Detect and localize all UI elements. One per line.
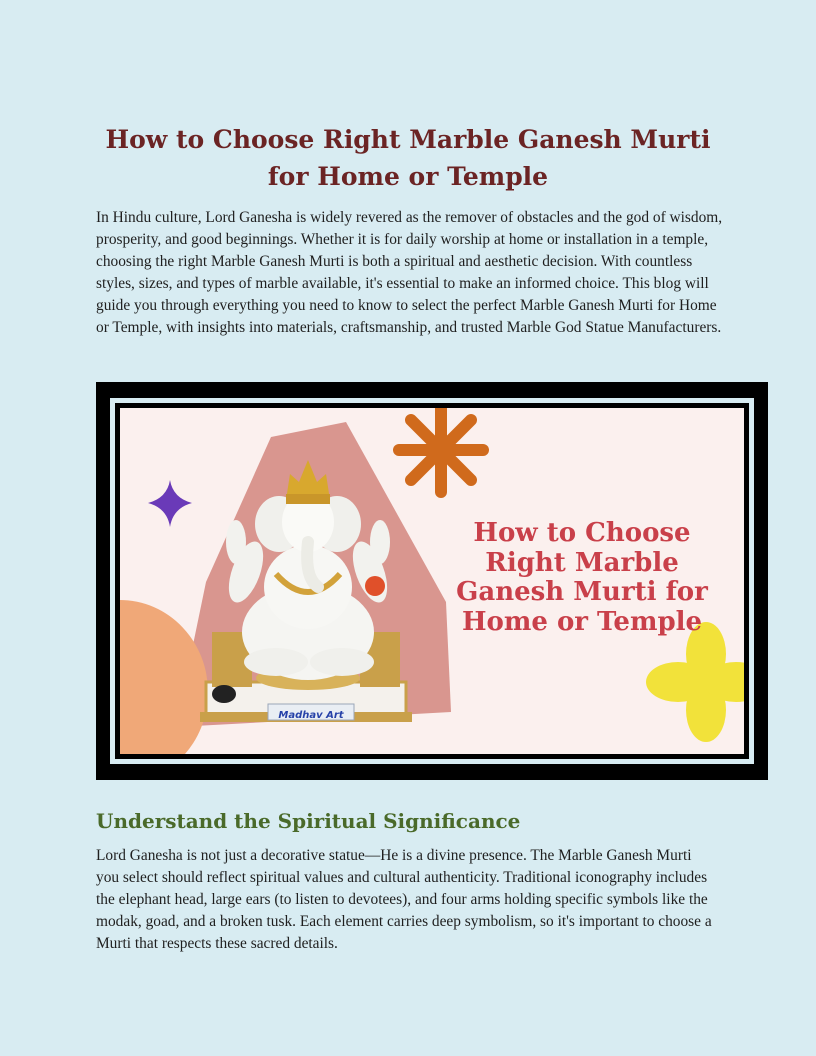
banner-title: How to Choose Right Marble Ganesh Murti for Home or Temple (456, 518, 708, 637)
section-paragraph: Lord Ganesha is not just a decorative statue—He is a divine presence. The Marble Ganesh Murti you select should reflect spiritual values and cultural authenticity. Traditional iconography includes the elephant head, large ears (to listen to devotees), and four arms holding specific symbols like the modak, goad, and a broken tusk. Each element carries deep symbolism, so it's important to choose a Murti that respects these sacred details. (96, 847, 712, 952)
sun-burst-icon (399, 408, 483, 492)
brand-plate-label: Madhav Art (278, 710, 344, 721)
section-heading: Understand the Spiritual Significance (96, 809, 521, 833)
intro-paragraph: In Hindu culture, Lord Ganesha is widely revered as the remover of obstacles and the god of wisdom, prosperity, and good beginnings. Whether it is for daily worship at home or installation in a temple, choosing the right Marble Ganesh Murti is both a spiritual and aesthetic decision. With countless styles, sizes, and types of marble available, it's essential to make an informed choice. This blog will guide you through everything you need to know to select the perfect Marble Ganesh Murti for Home or Temple, with insights into materials, craftsmanship, and trusted Marble God Statue Manufacturers. (96, 209, 723, 336)
page-title: How to Choose Right Marble Ganesh Murti for Home or Temple (105, 125, 711, 191)
